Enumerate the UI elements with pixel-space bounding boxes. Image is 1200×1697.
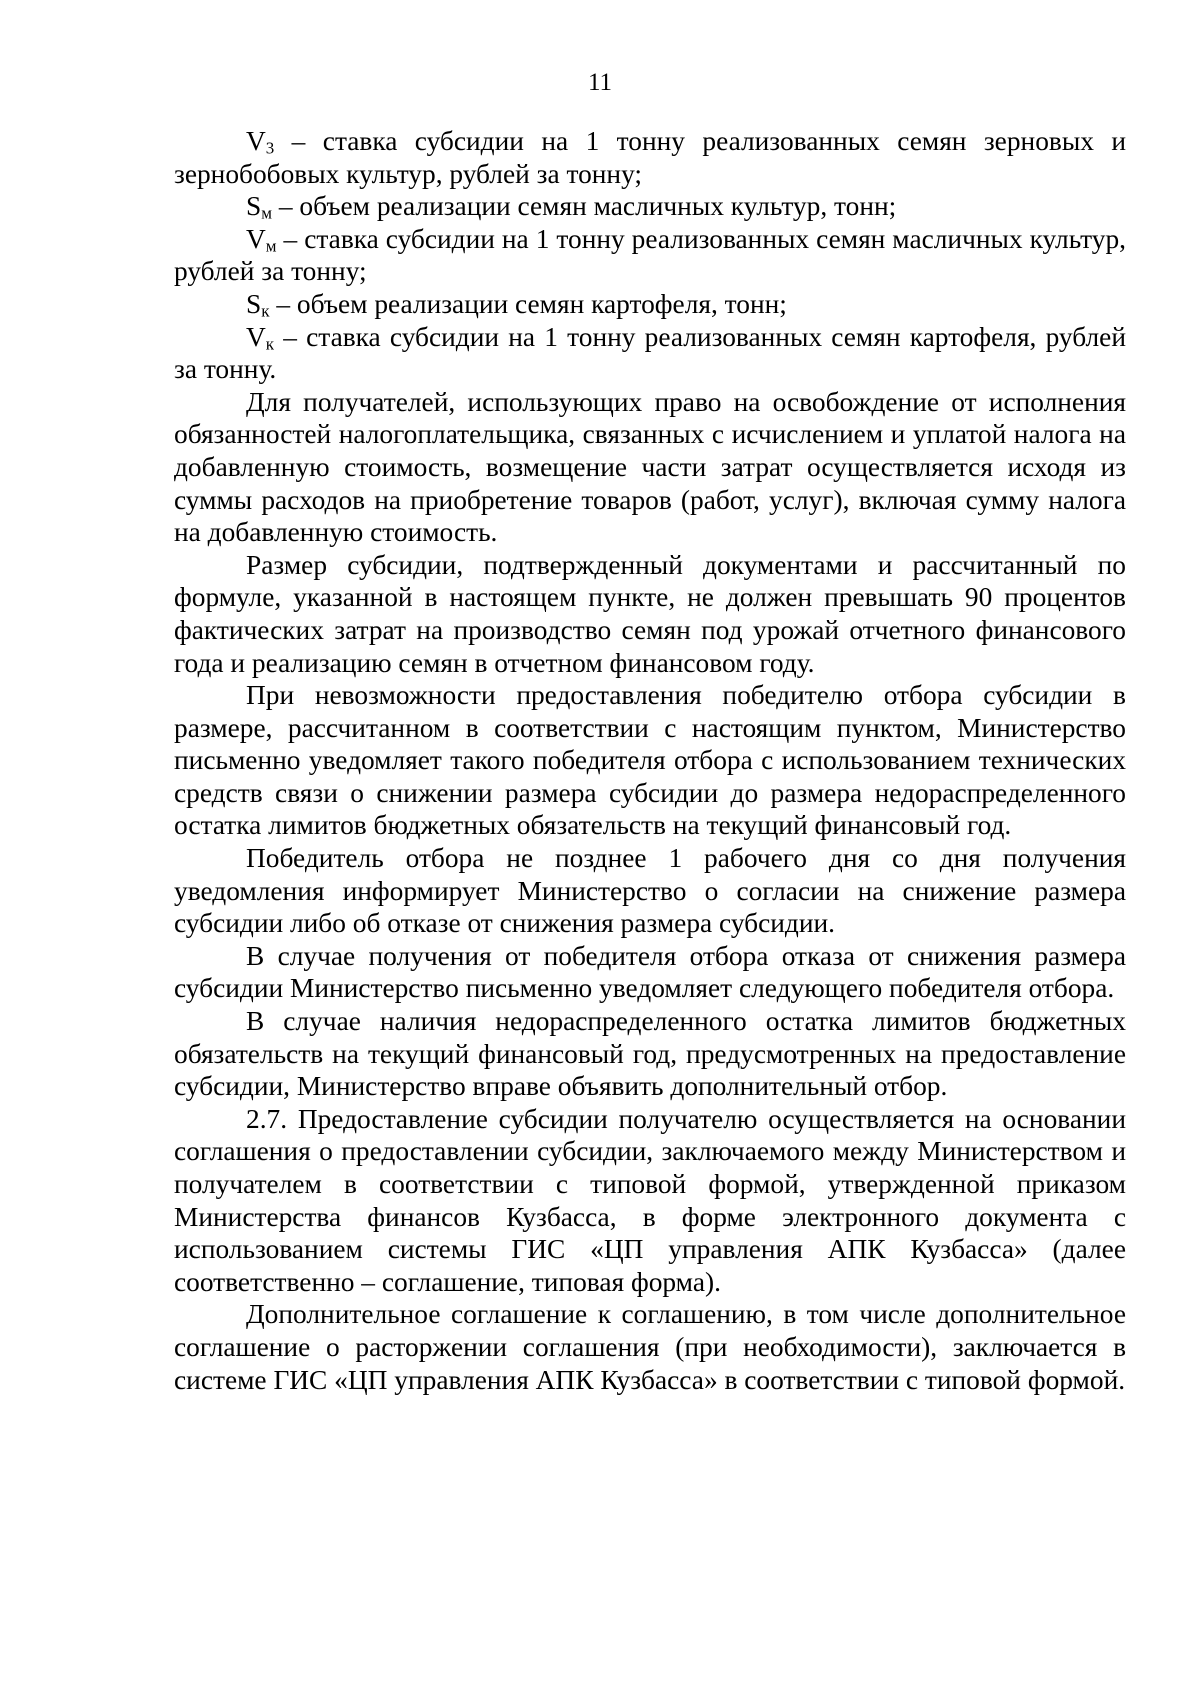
paragraph-text: – объем реализации семян масличных культур, тонн; [271, 191, 897, 222]
paragraph-text: – ставка субсидии на 1 тонну реализованных семян зерновых и зернобобовых культур, рублей за тонну; [174, 126, 1126, 189]
paragraph-additional-selection: В случае наличия недораспределенного остатка лимитов бюджетных обязательств на текущий финансовый год, предусмотренных на предоставление субсидии, Министерство вправе объявить дополнительный отбор. [174, 1006, 1126, 1102]
paragraph-subsidy-reduction: При невозможности предоставления победителю отбора субсидии в размере, рассчитанном в соответствии с настоящим пунктом, Министерство письменно уведомляет такого победителя отбора с использованием технических средств связи о снижении размера субсидии до размера недораспределенного остатка лимитов бюджетных обязательств на текущий финансовый год. [174, 680, 1126, 841]
paragraph-sm-definition [174, 190, 1126, 223]
paragraph-subsidy-limit: Размер субсидии, подтвержденный документами и рассчитанный по формуле, указанной в настоящем пункте, не должен превышать 90 процентов фактических затрат на производство семян под урожай отчетного финансового года и реализацию семян в отчетном финансовом году. [174, 549, 1126, 678]
paragraph-vk-definition [174, 321, 1126, 386]
paragraph-additional-agreement: Дополнительное соглашение к соглашению, в том числе дополнительное соглашение о расторжении соглашения (при необходимости), заключается в системе ГИС «ЦП управления АПК Кузбасса» в соответствии с типовой формой. [174, 1299, 1126, 1395]
formula-subscript: к [261, 301, 270, 321]
page-number: 11 [587, 69, 613, 96]
formula-symbol: S [246, 191, 262, 222]
formula-subscript: 3 [265, 138, 275, 158]
paragraph-text: – объем реализации семян картофеля, тонн; [269, 288, 787, 319]
formula-subscript: м [261, 203, 272, 223]
formula-symbol: V [246, 321, 266, 352]
paragraph-text: – ставка субсидии на 1 тонну реализованных семян масличных культур, рублей за тонну; [174, 223, 1126, 287]
paragraph-sk-definition [174, 288, 1126, 321]
paragraph-vat-exemption: Для получателей, использующих право на освобождение от исполнения обязанностей налогоплательщика, связанных с исчислением и уплатой налога на добавленную стоимость, возмещение части затрат осуществляется исходя из суммы расходов на приобретение товаров (работ, услуг), включая сумму налога на добавленную стоимость. [174, 386, 1126, 548]
formula-symbol: V [246, 223, 266, 254]
formula-symbol: V [246, 126, 266, 156]
paragraph-vm-definition [174, 223, 1126, 288]
paragraph-text: – ставка субсидии на 1 тонну реализованных семян картофеля, рублей за тонну. [174, 321, 1126, 385]
formula-symbol: S [246, 288, 262, 319]
paragraph-section-2-7: 2.7. Предоставление субсидии получателю осуществляется на основании соглашения о предоставлении субсидии, заключаемого между Министерством и получателем в соответствии с типовой формой, утвержденной приказом Министерства финансов Кузбасса, в форме электронного документа с использованием системы ГИС «ЦП управления АПК Кузбасса» (далее соответственно – соглашение, типовая форма). [174, 1103, 1126, 1297]
formula-subscript: к [265, 334, 275, 354]
paragraph-v3-definition [174, 125, 1126, 190]
paragraph-winner-response: Победитель отбора не позднее 1 рабочего дня со дня получения уведомления информирует Министерство о согласии на снижение размера субсидии либо об отказе от снижения размера субсидии. [174, 843, 1126, 939]
paragraph-refusal-case: В случае получения от победителя отбора отказа от снижения размера субсидии Министерство письменно уведомляет следующего победителя отбора. [174, 940, 1126, 1004]
formula-subscript: м [265, 236, 277, 256]
document-body [174, 125, 1126, 1396]
